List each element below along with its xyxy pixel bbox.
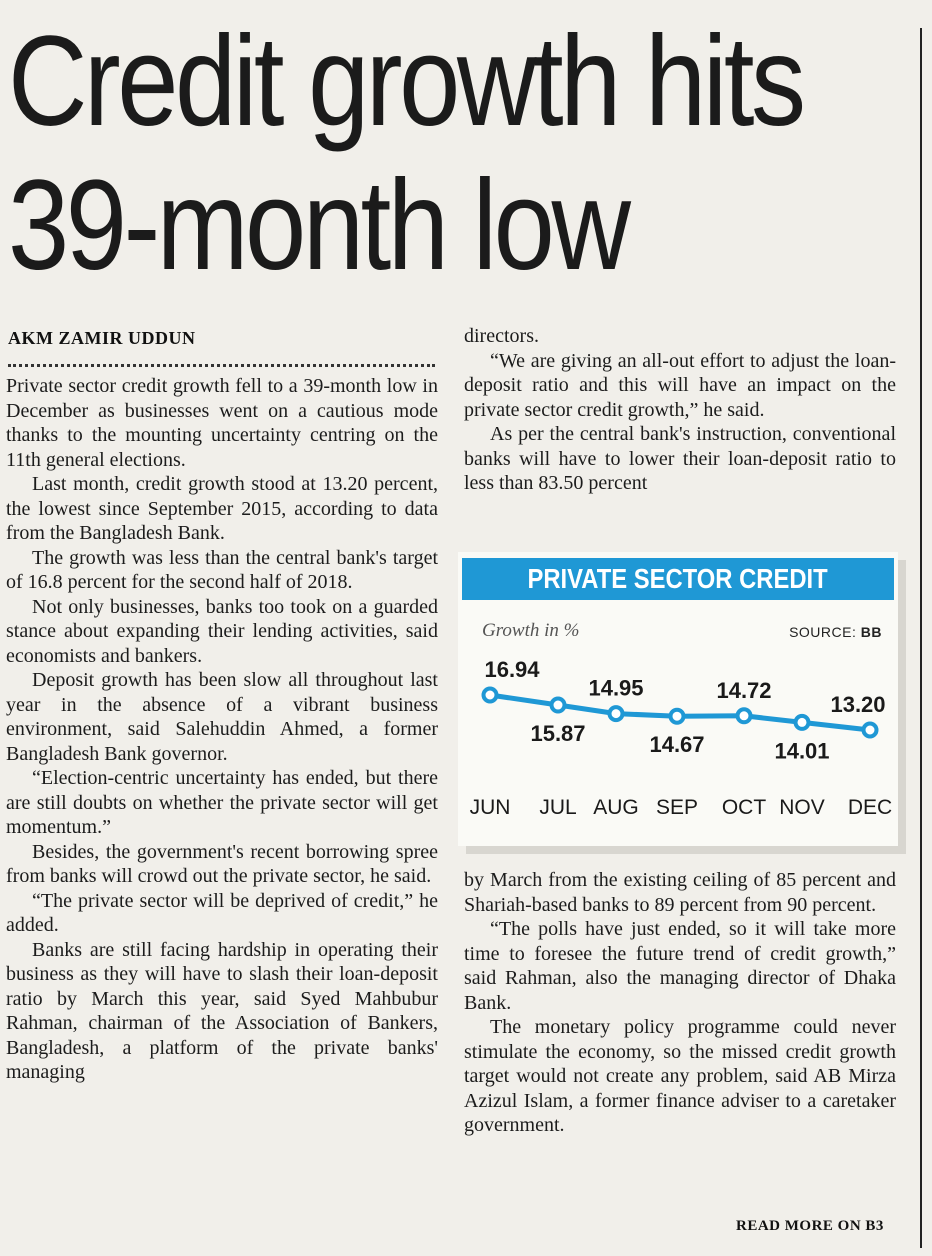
data-label: 13.20 [830, 692, 886, 717]
paragraph: Besides, the government's recent borrowing spree from banks will crowd out the private sector, he said. [6, 840, 438, 887]
byline-divider [8, 364, 435, 367]
x-tick-label: NOV [779, 796, 825, 819]
credit-chart [458, 552, 898, 846]
data-label: 16.94 [484, 657, 540, 682]
paragraph: Private sector credit growth fell to a 39-month low in December as businesses went on a cautious mode thanks to the mounting uncertainty centring on the 11th general elections. [6, 375, 438, 471]
data-point [610, 707, 623, 720]
paragraph: The monetary policy programme could never stimulate the economy, so the missed credit growth target would not create any problem, said AB Mirza Azizul Islam, a former finance adviser to a caretaker government. [464, 1016, 896, 1136]
data-point [738, 709, 751, 722]
paragraph: by March from the existing ceiling of 85 percent and Shariah-based banks to 89 percent from 90 percent. [464, 869, 896, 916]
data-point [864, 724, 877, 737]
paragraph: Last month, credit growth stood at 13.20 percent, the lowest since September 2015, according to data from the Bangladesh Bank. [6, 473, 438, 544]
data-label: 14.01 [774, 738, 830, 764]
chart-source-value: BB [860, 624, 882, 640]
read-more-link[interactable]: READ MORE ON B3 [736, 1218, 884, 1234]
paragraph: Banks are still facing hardship in operating their business as they will have to slash their loan-deposit ratio by March this year, said Syed Mahbubur Rahman, chairman of the Association of Bankers, Bangladesh, a platform of the private banks' managing [6, 938, 438, 1083]
paragraph: Deposit growth has been slow all throughout last year in the absence of a vibrant business environment, said Salehuddin Ahmed, a former Bangladesh Bank governor. [6, 669, 438, 765]
data-point [552, 699, 565, 712]
data-label: 14.67 [649, 732, 705, 758]
paragraph: The growth was less than the central bank's target of 16.8 percent for the second half of 2018. [6, 546, 438, 593]
x-tick-label: JUN [469, 796, 511, 819]
paragraph: “Election-centric uncertainty has ended, but there are still doubts on whether the private sector will get momentum.” [6, 767, 438, 838]
article-column-2-bottom [464, 868, 896, 1214]
byline: AKM ZAMIR UDDUN [8, 328, 196, 348]
paragraph: “The polls have just ended, so it will take more time to foresee the future trend of credit growth,” said Rahman, also the managing director of Dhaka Bank. [464, 918, 896, 1014]
data-point [796, 716, 809, 729]
chart-title: PRIVATE SECTOR CREDIT [462, 558, 894, 600]
headline-line-2: 39-month low [8, 154, 628, 297]
data-label: 14.72 [716, 677, 772, 703]
data-label: 14.95 [588, 675, 644, 701]
headline [8, 10, 803, 298]
chart-subtitle: Growth in % [482, 620, 580, 641]
paragraph: Not only businesses, banks too took on a guarded stance about expanding their lending activities, said economists and bankers. [6, 595, 438, 667]
paragraph: “We are giving an all-out effort to adjust the loan-deposit ratio and this will have an impact on the private sector credit growth,” he said. [464, 349, 896, 421]
column-rule [920, 28, 922, 1248]
data-label: 15.87 [530, 721, 586, 747]
data-point [671, 710, 684, 723]
x-tick-label: JUL [539, 796, 577, 819]
x-tick-label: DEC [847, 796, 893, 819]
x-tick-label: OCT [721, 796, 767, 819]
chart-source-label: SOURCE: [789, 624, 857, 640]
x-tick-label: SEP [655, 796, 699, 819]
headline-line-1: Credit growth hits [8, 10, 803, 153]
paragraph: “The private sector will be deprived of credit,” he added. [6, 889, 438, 936]
chart-plot [458, 552, 898, 846]
paragraph: directors. [464, 325, 539, 347]
article-column-2-top [464, 324, 896, 536]
data-point [484, 689, 497, 702]
article-column-1 [6, 374, 438, 1244]
x-tick-label: AUG [593, 796, 639, 819]
paragraph: As per the central bank's instruction, conventional banks will have to lower their loan-deposit ratio to less than 83.50 percent [464, 423, 896, 494]
